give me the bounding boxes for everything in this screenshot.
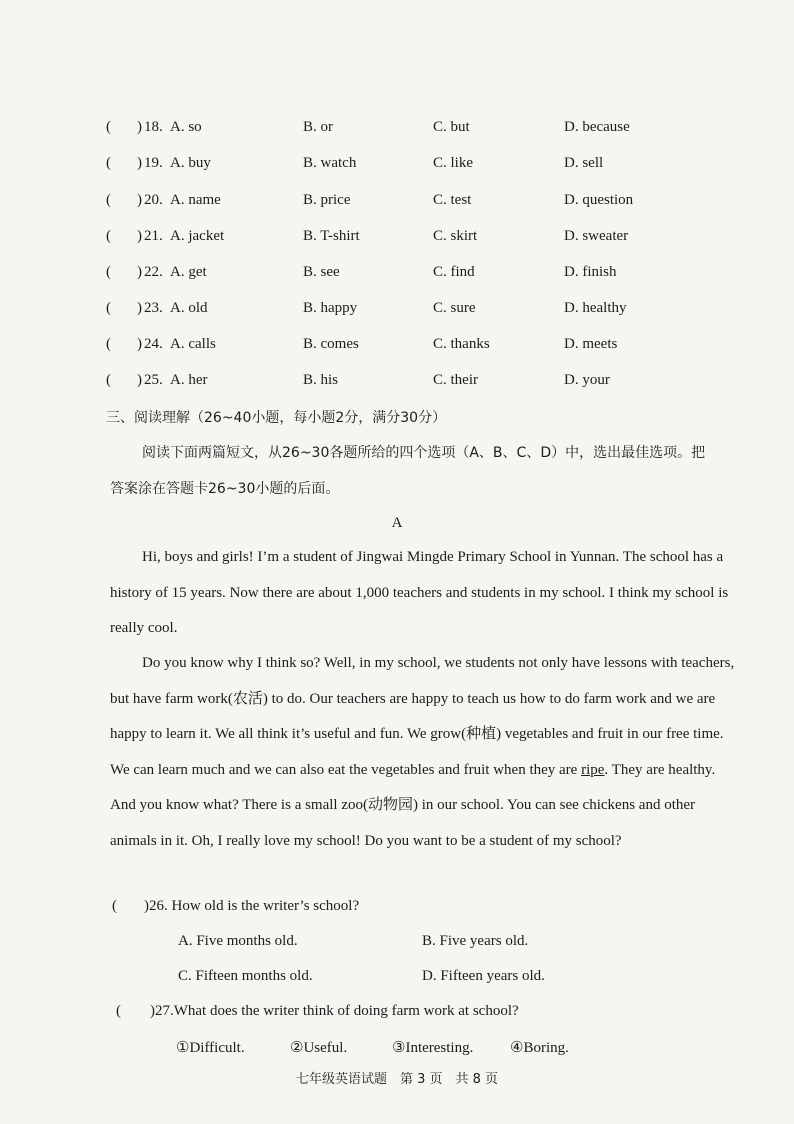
passage-label: A <box>391 515 403 531</box>
answer-blank-open: ( <box>106 336 111 352</box>
paragraph-2-text-end: . They are healthy. And you know what? There is a small zoo(动物园) in our school. You can see chickens and other animals in it. Oh, I really love my school! Do you want to be a student of my school? <box>110 761 716 849</box>
question-number: 25. <box>144 372 163 388</box>
option-d: D. sweater <box>564 228 629 244</box>
answer-blank-26: ( <box>112 898 117 914</box>
option-c: C. test <box>433 192 472 208</box>
question-number: 20. <box>144 192 163 208</box>
question-26-option-c: C. Fifteen months old. <box>178 968 313 984</box>
question-27-choice-4: ④Boring. <box>510 1040 569 1056</box>
section-heading: 三、阅读理解（26~40小题，每小题2分，满分30分） <box>106 410 447 426</box>
option-c: C. like <box>433 155 473 171</box>
option-c: C. skirt <box>433 228 478 244</box>
option-d: D. finish <box>564 264 617 280</box>
option-d: D. healthy <box>564 300 627 316</box>
option-c: C. find <box>433 264 475 280</box>
answer-blank-open: ( <box>106 228 111 244</box>
answer-blank-close: ) <box>137 264 142 280</box>
instructions-line-2: 答案涂在答题卡26~30小题的后面。 <box>110 481 340 497</box>
option-d: D. meets <box>564 336 618 352</box>
option-b: B. price <box>303 192 351 208</box>
passage-paragraph-2 <box>110 646 740 859</box>
passage-paragraph-1 <box>110 540 740 647</box>
answer-blank-open: ( <box>106 300 111 316</box>
cloze-row-22 <box>0 264 794 288</box>
question-26-stem: )26. How old is the writer’s school? <box>144 898 360 914</box>
question-26-option-b: B. Five years old. <box>422 933 529 949</box>
question-27-stem: )27.What does the writer think of doing farm work at school? <box>150 1003 519 1019</box>
answer-blank-open: ( <box>106 155 111 171</box>
answer-blank-close: ) <box>137 372 142 388</box>
cloze-row-19 <box>0 155 794 179</box>
answer-blank-close: ) <box>137 155 142 171</box>
question-number: 22. <box>144 264 163 280</box>
answer-blank-open: ( <box>106 264 111 280</box>
question-number: 23. <box>144 300 163 316</box>
option-a: A. old <box>170 300 208 316</box>
question-27-choice-1: ①Difficult. <box>176 1040 245 1056</box>
question-26-option-d: D. Fifteen years old. <box>422 968 545 984</box>
option-b: B. happy <box>303 300 358 316</box>
underlined-word: ripe <box>581 761 605 778</box>
answer-blank-close: ) <box>137 228 142 244</box>
cloze-row-21 <box>0 228 794 252</box>
question-number: 19. <box>144 155 163 171</box>
page-footer: 七年级英语试题 第 3 页 共 8 页 <box>295 1072 499 1087</box>
cloze-row-23 <box>0 300 794 324</box>
option-c: C. but <box>433 119 470 135</box>
paragraph-1-text: Hi, boys and girls! I’m a student of Jingwai Mingde Primary School in Yunnan. The school has a history of 15 years. Now there are about 1,000 teachers and students in my school. I think my school is really cool. <box>110 549 729 636</box>
answer-blank-27: ( <box>116 1003 121 1019</box>
option-b: B. T-shirt <box>303 228 360 244</box>
answer-blank-close: ) <box>137 300 142 316</box>
cloze-row-24 <box>0 336 794 360</box>
question-number: 24. <box>144 336 163 352</box>
question-27-choice-3: ③Interesting. <box>392 1040 474 1056</box>
option-b: B. comes <box>303 336 359 352</box>
option-a: A. calls <box>170 336 216 352</box>
option-c: C. thanks <box>433 336 490 352</box>
option-a: A. buy <box>170 155 211 171</box>
paragraph-2-text-start: Do you know why I think so? Well, in my school, we students not only have lessons with teachers, but have farm work(农活) to do. Our teachers are happy to teach us how to do farm work and we are happy to learn it. We all think it’s useful and fun. We grow(种植) vegetables and fruit in our free time. We can learn much and we can also eat the vegetables and fruit when they are <box>110 655 735 778</box>
question-number: 18. <box>144 119 163 135</box>
question-number: 21. <box>144 228 163 244</box>
option-b: B. see <box>303 264 340 280</box>
instructions-line-1: 阅读下面两篇短文，从26~30各题所给的四个选项（A、B、C、D）中，选出最佳选项。把 <box>142 445 706 461</box>
option-d: D. sell <box>564 155 604 171</box>
option-a: A. her <box>170 372 208 388</box>
option-d: D. your <box>564 372 610 388</box>
option-c: C. sure <box>433 300 476 316</box>
answer-blank-open: ( <box>106 192 111 208</box>
option-b: B. watch <box>303 155 357 171</box>
option-c: C. their <box>433 372 478 388</box>
option-a: A. jacket <box>170 228 225 244</box>
option-d: D. question <box>564 192 634 208</box>
answer-blank-close: ) <box>137 336 142 352</box>
option-a: A. name <box>170 192 221 208</box>
option-a: A. get <box>170 264 207 280</box>
question-27-choice-2: ②Useful. <box>290 1040 348 1056</box>
cloze-row-25 <box>0 372 794 396</box>
option-b: B. his <box>303 372 339 388</box>
option-d: D. because <box>564 119 630 135</box>
option-a: A. so <box>170 119 202 135</box>
cloze-row-20 <box>0 192 794 216</box>
answer-blank-open: ( <box>106 119 111 135</box>
answer-blank-close: ) <box>137 119 142 135</box>
answer-blank-close: ) <box>137 192 142 208</box>
option-b: B. or <box>303 119 333 135</box>
question-26-option-a: A. Five months old. <box>178 933 298 949</box>
answer-blank-open: ( <box>106 372 111 388</box>
cloze-row-18 <box>0 119 794 143</box>
